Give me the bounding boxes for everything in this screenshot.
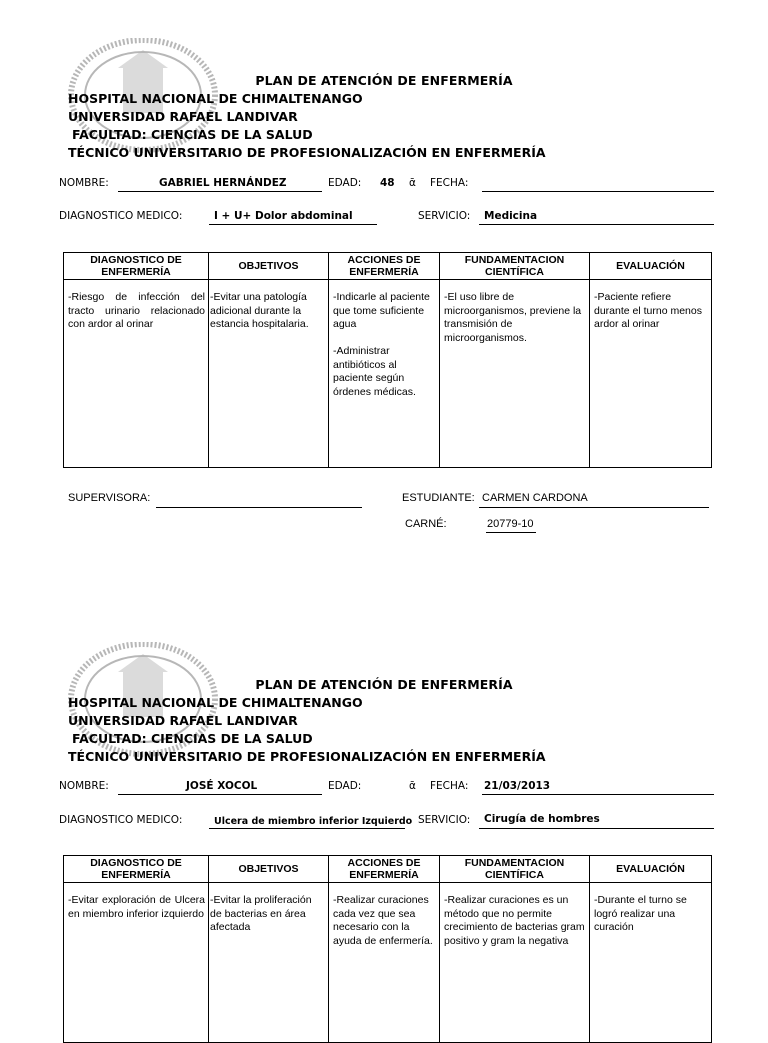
- fecha-underline: [482, 794, 714, 795]
- estudiante-label: ESTUDIANTE:: [402, 492, 475, 504]
- servicio-underline: [479, 224, 714, 225]
- cell-evaluacion: -Paciente refiere durante el turno menos ardor al orinar: [590, 280, 712, 468]
- cell-objetivos: -Evitar la proliferación de bacterias en área afectada: [209, 883, 329, 1043]
- fecha-value: 21/03/2013: [484, 780, 551, 792]
- care-plan-table: [63, 855, 712, 1043]
- estudiante-value: CARMEN CARDONA: [482, 492, 588, 504]
- header-diagnostico: DIAGNOSTICO DE ENFERMERÍA: [64, 856, 209, 883]
- servicio-value: Medicina: [484, 210, 538, 222]
- table-row: [64, 883, 712, 1043]
- diag-medico-value: Ulcera de miembro inferior Izquierdo: [214, 816, 413, 827]
- cell-evaluacion: -Durante el turno se logró realizar una curación: [590, 883, 712, 1043]
- hospital-name: HOSPITAL NACIONAL DE CHIMALTENANGO: [68, 695, 363, 710]
- faculty-name: FACULTAD: CIENCIAS DE LA SALUD: [72, 127, 313, 142]
- servicio-underline: [479, 828, 714, 829]
- care-plan-form-2: [0, 604, 768, 1024]
- form-title: PLAN DE ATENCIÓN DE ENFERMERÍA: [255, 677, 513, 692]
- header-objetivos: OBJETIVOS: [209, 856, 329, 883]
- program-name: TÉCNICO UNIVERSITARIO DE PROFESIONALIZACIÓN EN ENFERMERÍA: [68, 749, 546, 764]
- header-evaluacion: EVALUACIÓN: [590, 856, 712, 883]
- servicio-value: Cirugía de hombres: [484, 813, 600, 825]
- cell-fundamentacion: -Realizar curaciones es un método que no permite crecimiento de bacterias gram positivo y gram la negativa: [440, 883, 590, 1043]
- carne-label: CARNÉ:: [405, 518, 447, 530]
- university-name: UNIVERSIDAD RAFAEL LANDIVAR: [68, 109, 298, 124]
- cell-diagnostico: -Riesgo de infección del tracto urinario relacionado con ardor al orinar: [64, 280, 209, 468]
- table-row: [64, 280, 712, 468]
- edad-value: 48: [380, 177, 395, 189]
- nombre-value: GABRIEL HERNÁNDEZ: [159, 177, 287, 189]
- estudiante-underline: [479, 507, 709, 508]
- nombre-label: NOMBRE:: [59, 177, 109, 189]
- header-diagnostico: DIAGNOSTICO DE ENFERMERÍA: [64, 253, 209, 280]
- cell-acciones: -Realizar curaciones cada vez que sea necesario con la ayuda de enfermería.: [329, 883, 440, 1043]
- header-acciones: ACCIONES DE ENFERMERÍA: [329, 253, 440, 280]
- header-acciones: ACCIONES DE ENFERMERÍA: [329, 856, 440, 883]
- servicio-label: SERVICIO:: [418, 814, 471, 826]
- diag-medico-underline: [209, 828, 405, 829]
- cell-diagnostico: -Evitar exploración de Ulcera en miembro inferior izquierdo: [64, 883, 209, 1043]
- header-fundamentacion: FUNDAMENTACION CIENTÍFICA: [440, 253, 590, 280]
- edad-unit: ᾱ: [409, 177, 416, 189]
- care-plan-table: [63, 252, 712, 468]
- hospital-name: HOSPITAL NACIONAL DE CHIMALTENANGO: [68, 91, 363, 106]
- program-name: TÉCNICO UNIVERSITARIO DE PROFESIONALIZACIÓN EN ENFERMERÍA: [68, 145, 546, 160]
- cell-objetivos: -Evitar una patología adicional durante la estancia hospitalaria.: [209, 280, 329, 468]
- cell-acciones: -Indicarle al paciente que tome suficiente agua -Administrar antibióticos al paciente según órdenes médicas.: [329, 280, 440, 468]
- supervisora-label: SUPERVISORA:: [68, 492, 151, 504]
- faculty-name: FACULTAD: CIENCIAS DE LA SALUD: [72, 731, 313, 746]
- edad-unit: ᾱ: [409, 780, 416, 792]
- cell-fundamentacion: -El uso libre de microorganismos, previene la transmisión de microorganismos.: [440, 280, 590, 468]
- fecha-label: FECHA:: [430, 780, 469, 792]
- form-title: PLAN DE ATENCIÓN DE ENFERMERÍA: [255, 73, 513, 88]
- carne-value: 20779-10: [487, 518, 534, 530]
- diag-medico-underline: [209, 224, 377, 225]
- header-objetivos: OBJETIVOS: [209, 253, 329, 280]
- table-header-row: [64, 253, 712, 280]
- nombre-underline: [118, 191, 322, 192]
- nombre-label: NOMBRE:: [59, 780, 109, 792]
- carne-underline: [486, 532, 536, 533]
- diag-medico-value: I + U+ Dolor abdominal: [214, 210, 353, 222]
- servicio-label: SERVICIO:: [418, 210, 471, 222]
- table-header-row: [64, 856, 712, 883]
- edad-label: EDAD:: [328, 177, 362, 189]
- university-name: UNIVERSIDAD RAFAEL LANDIVAR: [68, 713, 298, 728]
- supervisora-signature-line: [156, 507, 362, 508]
- header-fundamentacion: FUNDAMENTACION CIENTÍFICA: [440, 856, 590, 883]
- nombre-value: JOSÉ XOCOL: [186, 780, 258, 792]
- fecha-label: FECHA:: [430, 177, 469, 189]
- fecha-underline: [482, 191, 714, 192]
- diag-medico-label: DIAGNOSTICO MEDICO:: [59, 210, 183, 222]
- header-evaluacion: EVALUACIÓN: [590, 253, 712, 280]
- diag-medico-label: DIAGNOSTICO MEDICO:: [59, 814, 183, 826]
- edad-label: EDAD:: [328, 780, 362, 792]
- nombre-underline: [118, 794, 322, 795]
